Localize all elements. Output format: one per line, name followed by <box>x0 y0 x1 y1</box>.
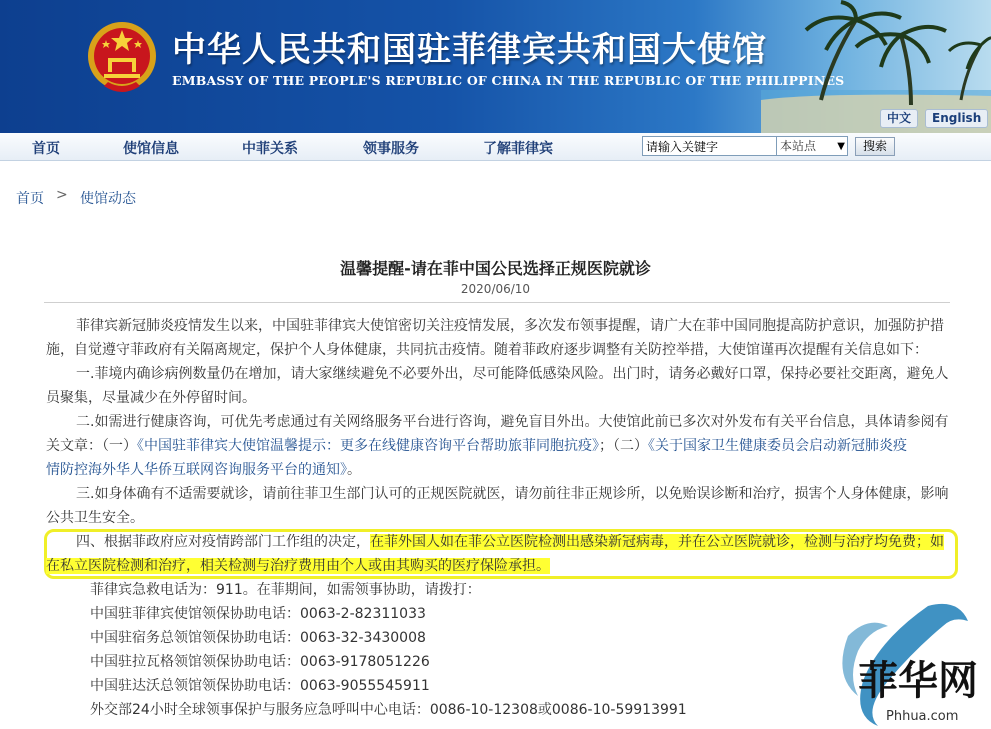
nav-item-china-philippines-relations[interactable]: 中菲关系 <box>242 141 298 157</box>
header-banner <box>0 0 991 133</box>
article-link-nhc-notice-cont[interactable]: 情防控海外华人华侨互联网咨询服务平台的通知》 <box>46 462 347 478</box>
contact-line: 菲律宾急救电话为：911。在菲期间，如需领事协助，请拨打： <box>90 582 481 598</box>
paragraph-line <box>76 531 944 553</box>
paragraph-line: 员聚集，尽量减少在外停留时间。 <box>46 390 256 406</box>
paragraph-line: 二.如需进行健康咨询，可优先考虑通过有关网络服务平台进行咨询，避免盲目外出。大使馆此前已多次对外发布有关平台信息，具体请参阅有 <box>76 414 949 430</box>
contact-line: 外交部24小时全球领事保护与服务应急呼叫中心电话：0086-10-12308或0086-10-59913991 <box>90 702 687 718</box>
search-scope-select[interactable] <box>776 136 848 156</box>
text-span: ；（二） <box>599 438 648 454</box>
watermark-logo-text: 菲华网 <box>858 657 978 704</box>
paragraph-line: 三.如身体确有不适需要就诊，请前往菲卫生部门认可的正规医院就医，请勿前往非正规诊所，以免贻误诊断和治疗，损害个人身体健康，影响 <box>76 486 949 502</box>
nav-item-embassy-info[interactable]: 使馆信息 <box>123 141 179 157</box>
contact-line: 中国驻宿务总领馆领保协助电话：0063-32-3430008 <box>90 630 426 646</box>
text-span: 关文章：（一） <box>46 438 137 454</box>
nav-item-home[interactable]: 首页 <box>32 141 60 157</box>
article-title: 温馨提醒-请在菲中国公民选择正规医院就诊 <box>340 259 651 278</box>
breadcrumb-home[interactable]: 首页 <box>16 191 44 207</box>
national-emblem-icon <box>84 16 160 100</box>
text-span: 。 <box>347 462 361 478</box>
divider <box>44 302 950 303</box>
nav-item-about-philippines[interactable]: 了解菲律宾 <box>483 141 553 157</box>
nav-item-consular-services[interactable]: 领事服务 <box>363 141 419 157</box>
contact-line: 中国驻菲律宾使馆领保协助电话：0063-2-82311033 <box>90 606 426 622</box>
breadcrumb-separator: > <box>56 187 68 203</box>
highlighted-text: 在菲外国人如在菲公立医院检测出感染新冠病毒，并在公立医院就诊，检测与治疗均免费；如 <box>370 534 944 550</box>
lang-chinese-button[interactable]: 中文 <box>880 109 918 128</box>
lang-english-button[interactable]: English <box>925 109 988 128</box>
text-span: 四、根据菲政府应对疫情跨部门工作组的决定， <box>76 534 370 550</box>
article-link-nhc-notice[interactable]: 《关于国家卫生健康委员会启动新冠肺炎疫 <box>648 438 907 454</box>
chevron-down-icon: ▼ <box>837 141 845 152</box>
search-scope-value: 本站点 <box>780 139 817 153</box>
search-input[interactable] <box>642 136 778 156</box>
phhua-watermark-logo <box>808 596 988 726</box>
breadcrumb-current[interactable]: 使馆动态 <box>80 191 136 207</box>
paragraph-line: 施，自觉遵守菲政府有关隔离规定，保护个人身体健康，共同抗击疫情。随着菲政府逐步调整有关防控举措，大使馆谨再次提醒有关信息如下： <box>46 342 928 358</box>
paragraph-line <box>46 555 550 577</box>
paragraph-line <box>46 435 907 457</box>
search-button[interactable]: 搜索 <box>855 137 895 156</box>
paragraph-line <box>46 459 361 481</box>
article-link-health-platforms[interactable]: 《中国驻菲律宾大使馆温馨提示：更多在线健康咨询平台帮助旅菲同胞抗疫》 <box>137 438 599 454</box>
highlighted-text: 在私立医院检测和治疗，相关检测与治疗费用由个人或由其购买的医疗保险承担。 <box>46 558 550 574</box>
contact-line: 中国驻拉瓦格领馆领保协助电话：0063-9178051226 <box>90 654 430 670</box>
contact-line: 中国驻达沃总领馆领保协助电话：0063-9055545911 <box>90 678 430 694</box>
site-title: 中华人民共和国驻菲律宾共和国大使馆 <box>172 30 767 70</box>
paragraph-line: 一.菲境内确诊病例数量仍在增加，请大家继续避免不必要外出，尽可能降低感染风险。出门时，请务必戴好口罩，保持必要社交距离，避免人 <box>76 366 949 382</box>
site-title-english: EMBASSY OF THE PEOPLE'S REPUBLIC OF CHINA IN THE REPUBLIC OF THE PHILIPPINES <box>172 73 845 88</box>
watermark-url: Phhua.com <box>886 709 959 724</box>
article-date: 2020/06/10 <box>460 282 531 296</box>
paragraph-line: 菲律宾新冠肺炎疫情发生以来，中国驻菲律宾大使馆密切关注疫情发展，多次发布领事提醒，请广大在菲中国同胞提高防护意识，加强防护措 <box>76 318 944 334</box>
paragraph-line: 公共卫生安全。 <box>46 510 144 526</box>
